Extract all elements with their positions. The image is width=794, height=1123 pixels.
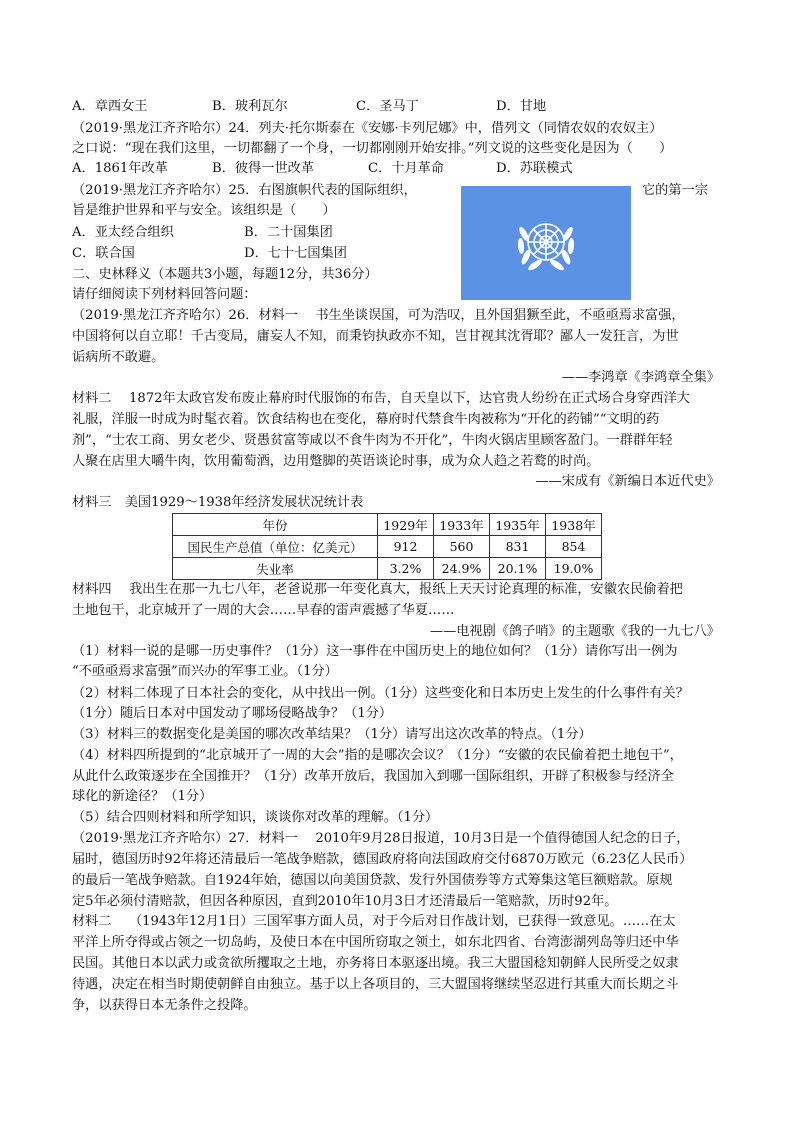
q27-material-2-line-2: 平洋上所夺得或占领之一切岛屿，及使日本在中国所窃取之领土，如东北四省、台湾澎湖列岛等归还中华 — [72, 935, 679, 950]
q24-stem-line-2: 之口说：“现在我们这里，一切都翻了一个身，一切都刚刚开始安排。”列文说的这些变化是因为（ ） — [72, 141, 673, 156]
table-header-cell: 1935年 — [490, 514, 546, 536]
table-cell: 国民生产总值（单位：亿美元） — [173, 536, 378, 558]
table-cell: 19.0% — [546, 558, 602, 580]
q27-material-1-line-4: 定5年必须付清赔款，但因各种原因，直到2010年10月3日才还清最后一笔赔款，历时92年。 — [72, 894, 618, 909]
q25-option-a: A．亚太经合组织 — [72, 225, 174, 240]
table-cell: 912 — [378, 536, 434, 558]
q25-option-d: D．七十七国集团 — [244, 246, 347, 261]
table-cell: 560 — [434, 536, 490, 558]
q26-sub-1-line-1: （1）材料一说的是哪一历史事件？（1分）这一事件在中国历史上的地位如何？（1分）请你写出一例为 — [72, 644, 678, 659]
q23-option-c: C．圣马丁 — [356, 99, 419, 114]
table-header-cell: 1938年 — [546, 514, 602, 536]
q24-option-c: C．十月革命 — [368, 161, 445, 176]
table-header-cell: 年份 — [173, 514, 378, 536]
q23-option-a: A．章西女王 — [72, 99, 148, 114]
q26-material-1-line-2: 中国将何以自立耶！千古变局，庸妄人不知，而秉钧执政亦不知，岂甘视其沈胥耶？鄙人一发狂言，为世 — [72, 329, 679, 344]
table-cell: 失业率 — [173, 558, 378, 580]
table-cell: 3.2% — [378, 558, 434, 580]
q26-sub-1-line-2: “不亟亟焉求富强”而兴办的军事工业。（1分） — [72, 664, 338, 679]
q26-material-4-line-1: 材料四 我出生在那一九七八年，老爸说那一年变化真大，报纸上天天讨论真理的标准，安徽农民偷着把 — [72, 582, 683, 597]
table-header-cell: 1929年 — [378, 514, 434, 536]
q27-material-2-line-1: 材料二 （1943年12月1日）三国军事方面人员，对于今后对日作战计划，已获得一致意见。……在太 — [72, 914, 676, 929]
q25-stem-line-1-right: 它的第一宗 — [642, 183, 708, 198]
q24-option-d: D．苏联模式 — [496, 161, 573, 176]
q26-material-2-line-4: 人聚在店里大嚼牛肉，饮用葡萄酒，边用蹩脚的英语谈论时事，成为众人趋之若鹜的时尚。 — [72, 454, 600, 469]
q27-material-1-line-3: 的最后一笔战争赔款。自1924年始，德国以向美国贷款、发行外国债券等方式筹集这笔巨额赔款。原规 — [72, 873, 673, 888]
q25-stem-line-1-left: （2019·黑龙江齐齐哈尔）25．右图旗帜代表的国际组织， — [72, 183, 417, 198]
q26-material-3-title: 材料三 美国1929～1938年经济发展状况统计表 — [72, 495, 364, 510]
q25-option-b: B．二十国集团 — [244, 225, 333, 240]
q26-material-2-line-2: 礼服，洋服一时成为时髦衣着。饮食结构也在变化，幕府时代禁食牛肉被称为“开化的药铺”“文明的药 — [72, 412, 660, 427]
q26-material-1-line-1: （2019·黑龙江齐齐哈尔）26．材料一 书生坐谈误国，可为浩叹，且外国猖獗至此，不亟亟焉求富强， — [72, 308, 685, 323]
table-cell: 854 — [546, 536, 602, 558]
q24-stem-line-1: （2019·黑龙江齐齐哈尔）24．列夫·托尔斯泰在《安娜·卡列尼娜》中，借列文（同情农奴的农奴主） — [72, 121, 663, 136]
q25-option-c: C．联合国 — [72, 246, 135, 261]
section-2-instruction: 请仔细阅读下列材料回答问题： — [72, 287, 257, 302]
q24-option-b: B．彼得一世改革 — [212, 161, 315, 176]
q27-material-2-line-5: 争，以获得日本无条件之投降。 — [72, 998, 257, 1013]
table-row — [173, 536, 602, 558]
section-2-title: 二、史林释义（本题共3小题，每题12分，共36分） — [72, 267, 378, 282]
table-cell: 20.1% — [490, 558, 546, 580]
q26-sub-4-line-2: 从此什么政策逐步在全国推开？（1分）改革开放后，我国加入到哪一国际组织，开辟了积极参与经济全 — [72, 769, 674, 784]
q26-material-2-line-3: 剂”，“士农工商、男女老少、贤愚贫富等咸以不食牛肉为不开化”，牛肉火锅店里顾客盈门。一群群年轻 — [72, 433, 673, 448]
q24-option-a: A．1861年改革 — [72, 161, 168, 176]
q26-sub-4-line-3: 球化的新途径？（1分） — [72, 789, 213, 804]
un-flag-icon — [461, 186, 631, 300]
q26-material-2-line-1: 材料二 1872年太政官发布废止幕府时代服饰的布告，自天皇以下，达官贵人纷纷在正式场合身穿西洋大 — [72, 391, 690, 406]
q26-material-4-line-2: 土地包干，北京城开了一周的大会……早春的雷声震撼了华夏…… — [72, 603, 455, 618]
q26-material-1-source: ——李鸿章《李鸿章全集》 — [561, 370, 720, 385]
table-header-cell: 1933年 — [434, 514, 490, 536]
q23-option-b: B．玻利瓦尔 — [212, 99, 288, 114]
q27-material-1-line-1: （2019·黑龙江齐齐哈尔）27．材料一 2010年9月28日报道，10月3日是一个值得德国人纪念的日子， — [72, 831, 690, 846]
q23-option-d: D．甘地 — [496, 99, 547, 114]
q26-sub-2-line-2: （1分）随后日本对中国发动了哪场侵略战争？（1分） — [72, 706, 393, 721]
q26-material-1-line-3: 诟病所不敢避。 — [72, 350, 165, 365]
q27-material-2-line-3: 民国。其他日本以武力或贪欲所攫取之土地，亦务将日本驱逐出境。我三大盟国稔知朝鲜人民所受之奴隶 — [72, 956, 679, 971]
table-cell: 24.9% — [434, 558, 490, 580]
table-row — [173, 558, 602, 580]
q26-sub-3-line-1: （3）材料三的数据变化是美国的哪次改革结果？（1分）请写出这次改革的特点。（1分） — [72, 727, 592, 742]
q27-material-1-line-2: 届时，德国历时92年将还清最后一笔战争赔款，德国政府将向法国政府交付6870万欧元（6.23亿人民币） — [72, 852, 693, 867]
q26-sub-4-line-1: （4）材料四所提到的“北京城开了一周的大会”指的是哪次会议？（1分）“安徽的农民偷着把土地包干”， — [72, 748, 683, 763]
q26-material-2-source: ——宋成有《新编日本近代史》 — [535, 474, 720, 489]
q27-material-2-line-4: 待遇，决定在相当时期使朝鲜自由独立。基于以上各项目的，三大盟国将继续坚忍进行其重大而长期之斗 — [72, 977, 679, 992]
q26-material-4-source: ——电视剧《鸽子哨》的主题歌《我的一九七八》 — [429, 624, 720, 639]
economy-stats-table — [172, 513, 602, 580]
q26-sub-2-line-1: （2）材料二体现了日本社会的变化，从中找出一例。（1分）这些变化和日本历史上发生的什么事件有关？ — [72, 686, 689, 701]
q25-stem-line-2: 旨是维护世界和平与安全。该组织是（ ） — [72, 203, 336, 218]
q26-sub-5-line-1: （5）结合四则材料和所学知识，谈谈你对改革的理解。（1分） — [72, 810, 439, 825]
table-header-row — [173, 514, 602, 536]
un-emblem-icon — [461, 186, 631, 300]
table-cell: 831 — [490, 536, 546, 558]
